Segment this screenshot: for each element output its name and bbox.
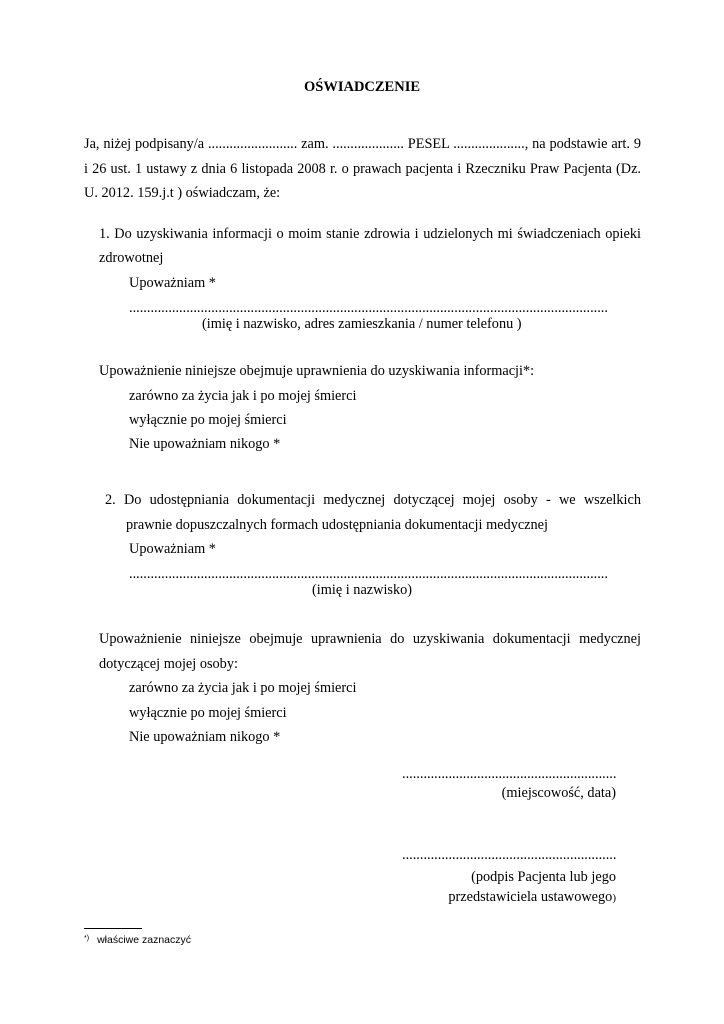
section1-fill-line: ...................................................................................................................................... <box>129 301 608 316</box>
section2-heading: 2. Do udostępniania dokumentacji medycznej dotyczącej mojej osoby - we wszelkich <box>105 493 641 508</box>
signature-caption-close: ) <box>612 892 616 904</box>
section2-fill-line: ...................................................................................................................................... <box>129 567 608 582</box>
place-date-fill-line: ............................................................ <box>402 767 616 782</box>
section2-option: zarówno za życia jak i po mojej śmierci <box>129 680 357 696</box>
section1-heading: zdrowotnej <box>99 250 164 266</box>
section1-authorize: Upoważniam * <box>129 275 216 291</box>
footnote <box>84 935 191 946</box>
footnote-marker: *) <box>84 935 90 942</box>
section2-scope: Upoważnienie niniejsze obejmuje uprawnienia do uzyskiwania dokumentacji medycznej <box>99 632 641 647</box>
intro-line: i 26 ust. 1 ustawy z dnia 6 listopada 2008 r. o prawach pacjenta i Rzeczniku Praw Pacjenta (Dz. <box>84 162 641 177</box>
section1-fill-caption: (imię i nazwisko, adres zamieszkania / numer telefonu ) <box>202 316 522 332</box>
section1-scope: Upoważnienie niniejsze obejmuje uprawnienia do uzyskiwania informacji*: <box>99 363 535 379</box>
footnote-text: właściwe zaznaczyć <box>97 934 192 946</box>
section2-option: Nie upoważniam nikogo * <box>129 729 281 745</box>
section2-scope: dotyczącej mojej osoby: <box>99 656 238 672</box>
signature-caption-text: przedstawiciela ustawowego <box>448 889 613 905</box>
section1-option: wyłącznie po mojej śmierci <box>129 412 287 428</box>
section1-option: Nie upoważniam nikogo * <box>129 436 281 452</box>
intro-line: Ja, niżej podpisany/a ......................... zam. .................... PESEL ...................., na podstawie art. 9 <box>84 137 641 152</box>
place-date-caption: (miejscowość, data) <box>501 785 616 801</box>
document-title: OŚWIADCZENIE <box>303 79 421 95</box>
section2-authorize: Upoważniam * <box>129 541 216 557</box>
signature-caption <box>402 890 616 904</box>
footnote-separator <box>84 928 142 929</box>
section1-option: zarówno za życia jak i po mojej śmierci <box>129 388 357 404</box>
signature-caption: (podpis Pacjenta lub jego <box>471 869 616 885</box>
signature-fill-line: ............................................................ <box>402 848 616 863</box>
section1-heading: 1. Do uzyskiwania informacji o moim stanie zdrowia i udzielonych mi świadczeniach opieki <box>99 227 641 242</box>
intro-line: U. 2012. 159.j.t ) oświadczam, że: <box>84 185 281 201</box>
section2-heading: prawnie dopuszczalnych formach udostępniania dokumentacji medycznej <box>126 517 548 533</box>
section2-option: wyłącznie po mojej śmierci <box>129 705 287 721</box>
section2-fill-caption: (imię i nazwisko) <box>312 582 413 598</box>
